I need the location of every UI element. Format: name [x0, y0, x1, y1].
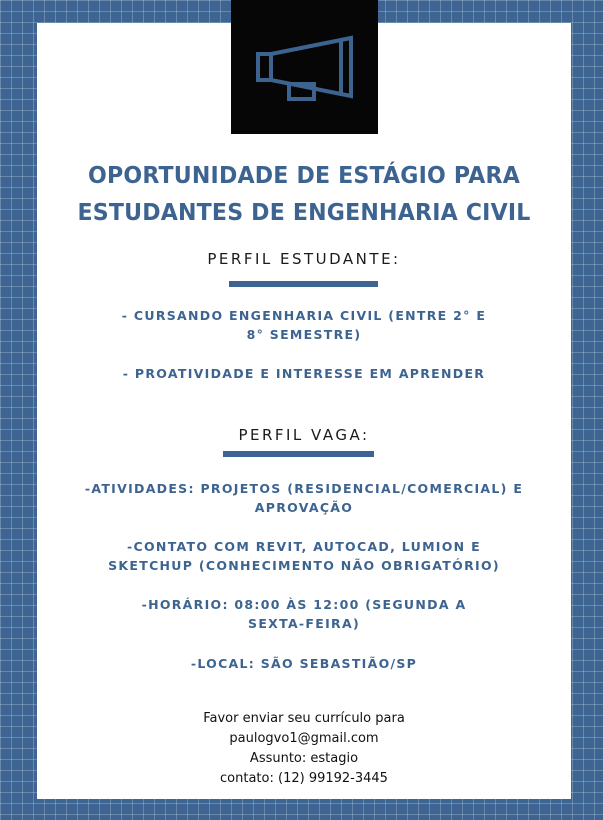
job-detail-item: [37, 479, 571, 517]
job-detail-item: [37, 537, 571, 575]
contact-footer: [37, 709, 571, 789]
job-detail-item: [37, 654, 571, 673]
megaphone-icon: [253, 30, 357, 104]
requirement-line: - PROATIVIDADE E INTERESSE EM APRENDER: [122, 366, 486, 381]
page-title-line: ESTUDANTES DE ENGENHARIA CIVIL: [77, 200, 531, 226]
footer-text: Favor enviar seu currículo para: [203, 711, 405, 726]
flyer-card: [37, 23, 571, 799]
section-divider: [229, 281, 378, 287]
requirement-line: - CURSANDO ENGENHARIA CIVIL (ENTRE 2° E: [121, 308, 487, 323]
contact-phone: contato: (12) 99192-3445: [220, 771, 388, 786]
icon-header-box: [231, 0, 378, 134]
requirement-line: 8° SEMESTRE): [246, 327, 362, 342]
job-detail-line: -HORÁRIO: 08:00 ÀS 12:00 (SEGUNDA A: [141, 597, 467, 612]
job-detail-item: [37, 595, 571, 633]
job-detail-line: -ATIVIDADES: PROJETOS (RESIDENCIAL/COMERCIAL) E: [84, 481, 524, 496]
job-detail-line: -CONTATO COM REVIT, AUTOCAD, LUMION E: [127, 539, 481, 554]
job-detail-line: SKETCHUP (CONHECIMENTO NÃO OBRIGATÓRIO): [108, 558, 500, 573]
job-detail-line: APROVAÇÃO: [254, 500, 354, 515]
job-detail-line: SEXTA-FEIRA): [248, 616, 360, 631]
requirement-item: [37, 364, 571, 383]
section-heading-perfil-estudante: PERFIL ESTUDANTE:: [207, 250, 401, 268]
contact-email: paulogvo1@gmail.com: [229, 731, 379, 746]
page-title-line: OPORTUNIDADE DE ESTÁGIO PARA: [88, 163, 520, 189]
job-detail-line: -LOCAL: SÃO SEBASTIÃO/SP: [190, 656, 418, 671]
footer-subject: Assunto: estagio: [249, 751, 359, 766]
requirement-item: [37, 306, 571, 344]
section-divider: [223, 451, 374, 457]
page-title: [48, 158, 561, 232]
section-heading-perfil-vaga: PERFIL VAGA:: [238, 426, 370, 444]
